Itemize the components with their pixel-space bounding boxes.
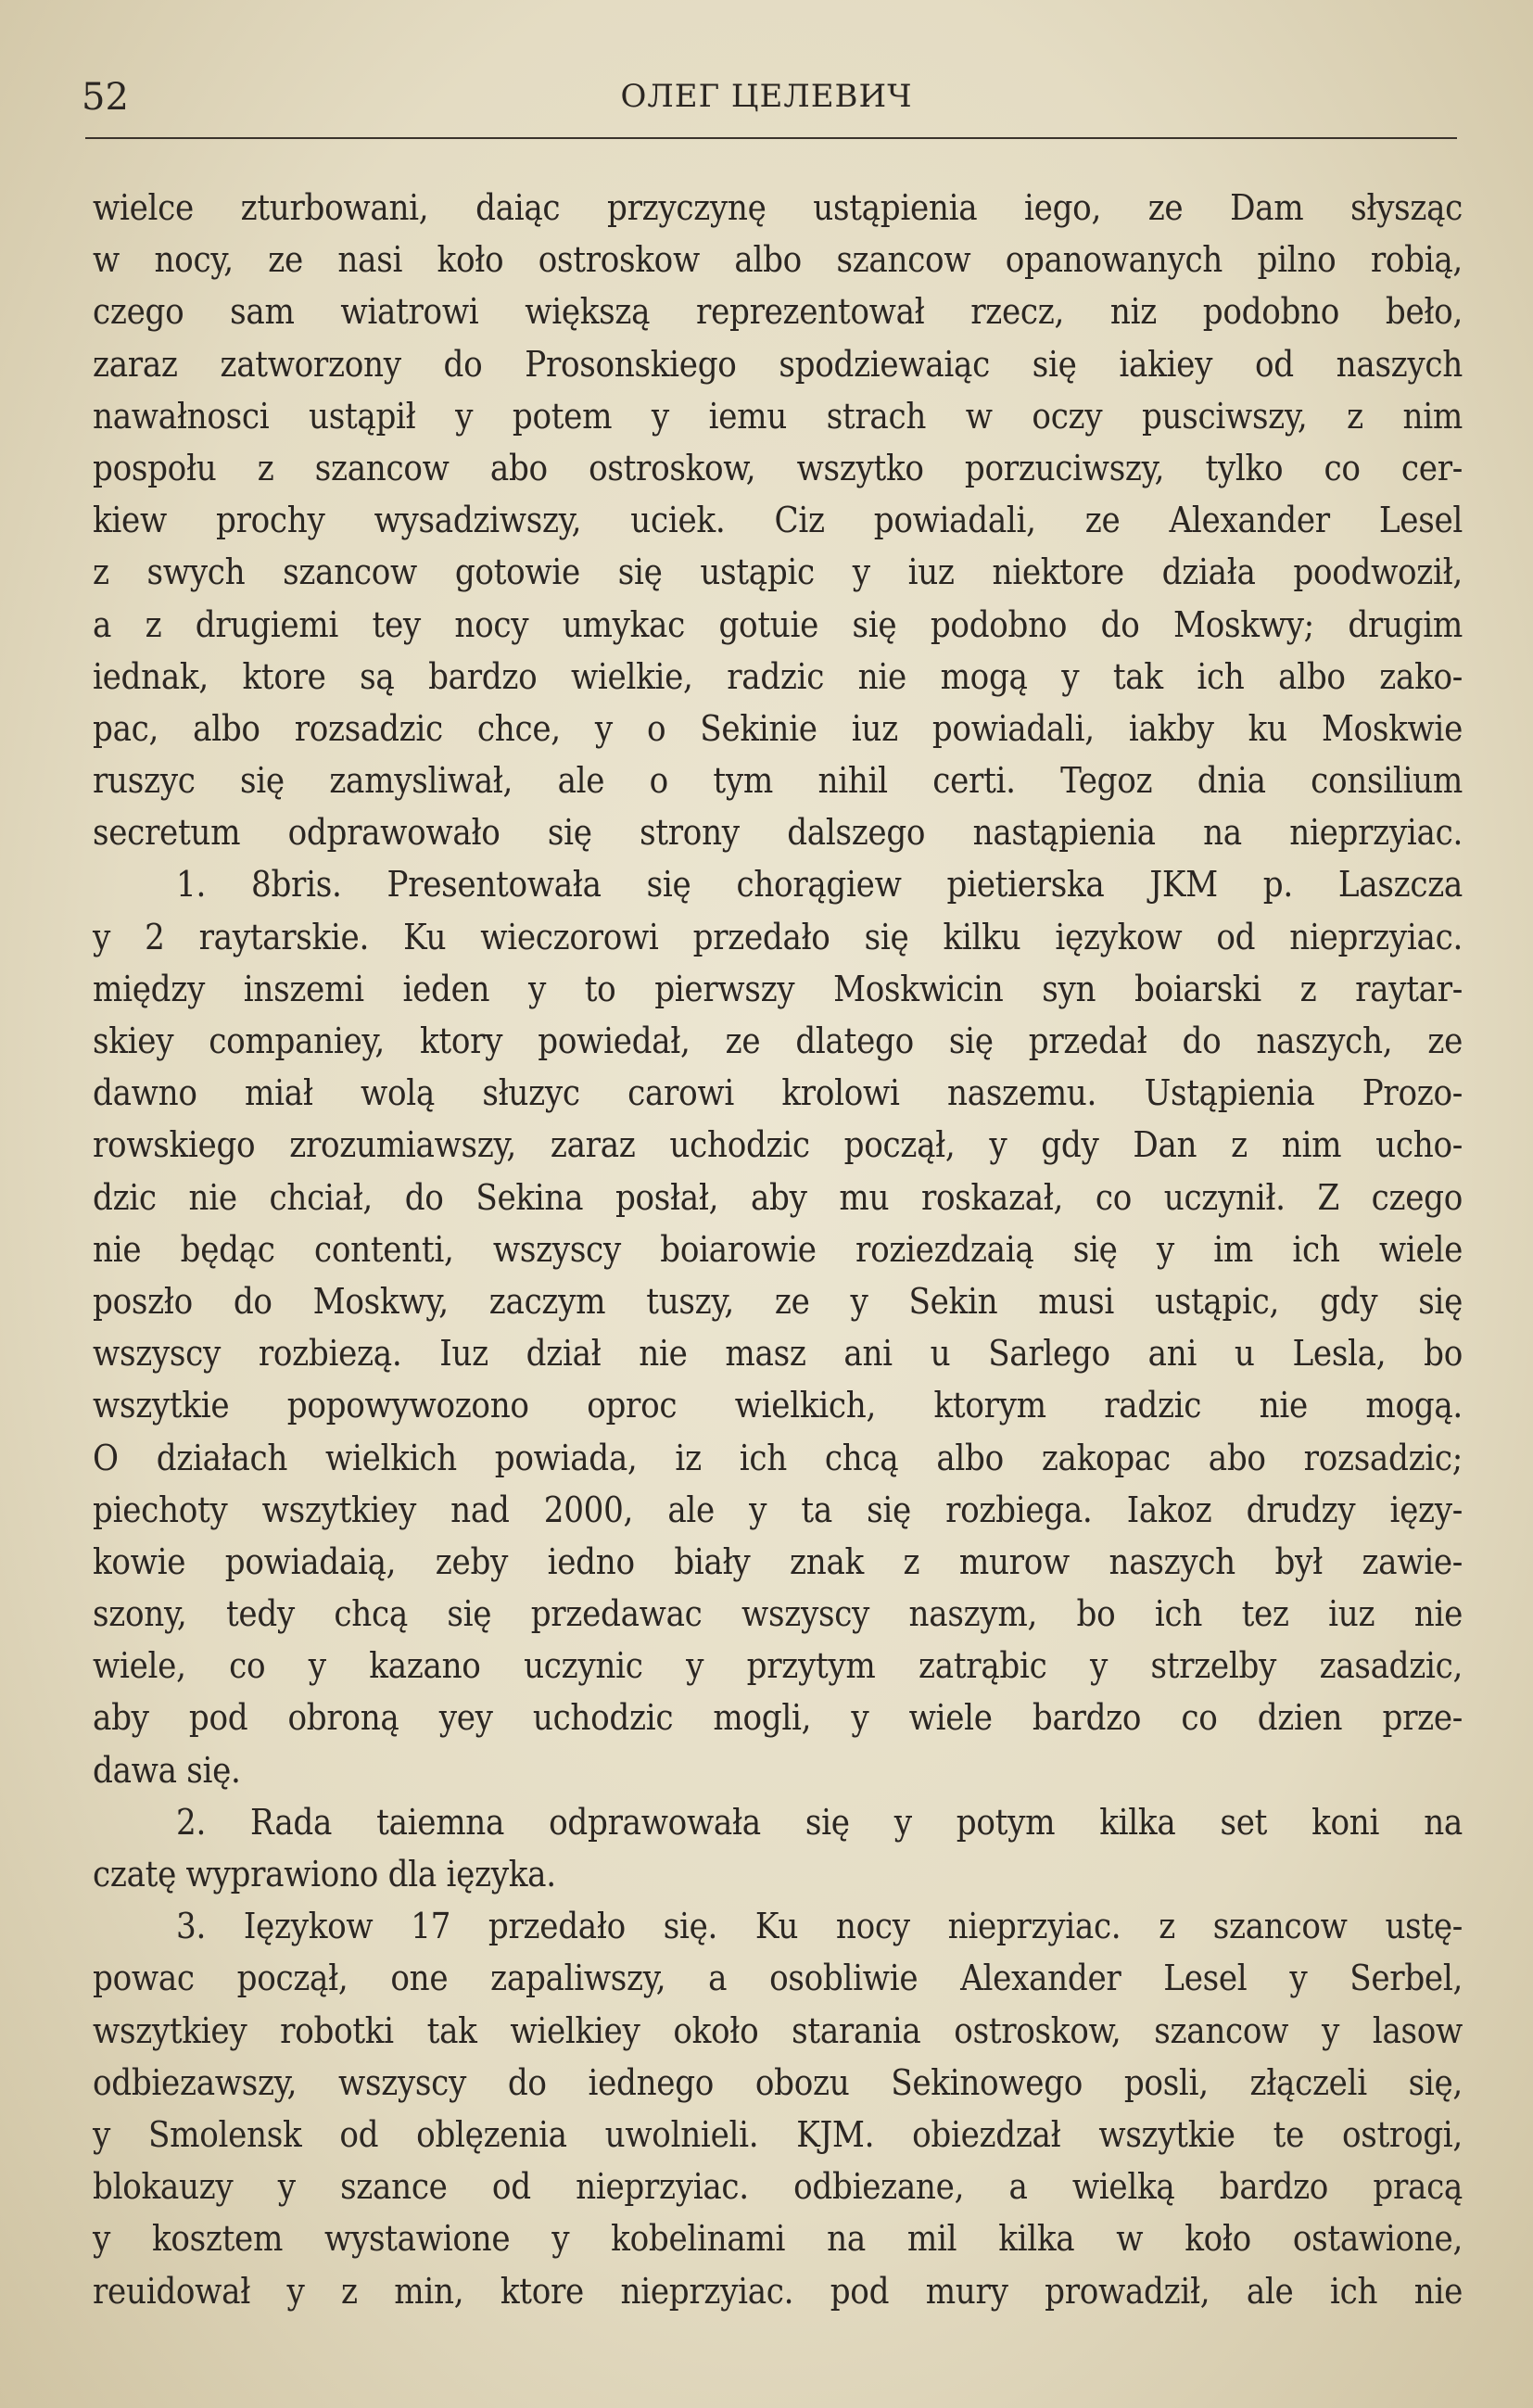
text-line: rowskiego zrozumiawszy, zaraz uchodzic począł, y gdy Dan z nim ucho- [93, 1124, 1463, 1166]
text-line: powac począł, one zapaliwszy, a osobliwie Alexander Lesel y Serbel, [93, 1958, 1463, 1999]
text-line: y 2 raytarskie. Ku wieczorowi przedało się kilku ięzykow od nieprzyiac. [93, 916, 1463, 957]
text-line: dawa się. [93, 1749, 241, 1791]
text-line: między inszemi ieden y to pierwszy Moskwicin syn boiarski z raytar- [93, 968, 1463, 1009]
body-text [93, 182, 1463, 2317]
text-line: szony, tedy chcą się przedawac wszyscy naszym, bo ich tez iuz nie [93, 1593, 1463, 1635]
text-line: dawno miał wolą słuzyc carowi krolowi naszemu. Ustąpienia Prozo- [93, 1072, 1463, 1114]
text-line: 3. Ięzykow 17 przedało się. Ku nocy nieprzyiac. z szancow ustę- [176, 1906, 1463, 1947]
text-line: wszytkiey robotki tak wielkiey około starania ostroskow, szancow y lasow [93, 2009, 1463, 2051]
text-line: O działach wielkich powiada, iz ich chcą albo zakopac abo rozsadzic; [93, 1437, 1463, 1478]
text-line: poszło do Moskwy, zaczym tuszy, ze y Sekin musi ustąpic, gdy się [93, 1280, 1463, 1322]
text-line: w nocy, ze nasi koło ostroskow albo szancow opanowanych pilno robią, [93, 239, 1463, 281]
text-line: reuidował y z min, ktore nieprzyiac. pod mury prowadził, ale ich nie [93, 2270, 1463, 2312]
page-number: 52 [82, 76, 129, 119]
text-line: pospołu z szancow abo ostroskow, wszytko porzuciwszy, tylko co cer- [93, 447, 1463, 488]
text-line: odbiezawszy, wszyscy do iednego obozu Sekinowego posli, złączeli się, [93, 2061, 1463, 2103]
text-line: kowie powiadaią, zeby iedno biały znak z murow naszych był zawie- [93, 1540, 1463, 1582]
text-line: a z drugiemi tey nocy umykac gotuie się podobno do Moskwy; drugim [93, 603, 1463, 645]
text-line: ruszyc się zamysliwał, ale o tym nihil certi. Tegoz dnia consilium [93, 760, 1463, 802]
text-line: wszytkie popowywozono oproc wielkich, ktorym radzic nie mogą. [93, 1385, 1463, 1426]
running-title: ОЛЕГ ЦЕЛЕВИЧ [620, 78, 913, 115]
text-line: iednak, ktore są bardzo wielkie, radzic nie mogą y tak ich albo zako- [93, 655, 1463, 697]
text-line: wiele, co y kazano uczynic y przytym zatrąbic y strzelby zasadzic, [93, 1645, 1463, 1687]
text-line: kiew prochy wysadziwszy, uciek. Ciz powiadali, ze Alexander Lesel [93, 500, 1463, 541]
text-line: y Smolensk od oblęzenia uwolnieli. KJM. obiezdzał wszytkie te ostrogi, [93, 2113, 1463, 2155]
text-line: pac, albo rozsadzic chce, y o Sekinie iuz powiadali, iakby ku Moskwie [93, 707, 1463, 749]
text-line: skiey companiey, ktory powiedał, ze dlatego się przedał do naszych, ze [93, 1020, 1463, 1061]
text-line: wszyscy rozbiezą. Iuz dział nie masz ani u Sarlego ani u Lesla, bo [93, 1333, 1463, 1375]
text-line: 1. 8bris. Presentowała się chorągiew pietierska JKM p. Laszcza [176, 864, 1463, 906]
text-line: z swych szancow gotowie się ustąpic y iuz niektore działa poodwoził, [93, 551, 1463, 593]
text-line: czego sam wiatrowi większą reprezentował rzecz, niz podobno beło, [93, 291, 1463, 333]
text-line: secretum odprawowało się strony dalszego nastąpienia na nieprzyiac. [93, 812, 1463, 854]
text-line: blokauzy y szance od nieprzyiac. odbiezane, a wielką bardzo pracą [93, 2166, 1463, 2208]
text-line: nawałnosci ustąpił y potem y iemu strach w oczy pusciwszy, z nim [93, 395, 1463, 437]
text-line: aby pod obroną yey uchodzic mogli, y wiele bardzo co dzien prze- [93, 1697, 1463, 1739]
text-line: dzic nie chciał, do Sekina posłał, aby mu roskazał, co uczynił. Z czego [93, 1176, 1463, 1218]
text-line: y kosztem wystawione y kobelinami na mil kilka w koło ostawione, [93, 2218, 1463, 2260]
text-line: zaraz zatworzony do Prosonskiego spodziewaiąc się iakiey od naszych [93, 343, 1463, 385]
text-line: piechoty wszytkiey nad 2000, ale y ta się rozbiega. Iakoz drudzy ięzy- [93, 1489, 1463, 1530]
header-rule [85, 137, 1457, 139]
text-line: czatę wyprawiono dla ięzyka. [93, 1854, 556, 1895]
text-line: 2. Rada taiemna odprawowała się y potym kilka set koni na [176, 1801, 1463, 1843]
text-line: wielce zturbowani, daiąc przyczynę ustąpienia iego, ze Dam słysząc [93, 187, 1463, 228]
text-line: nie będąc contenti, wszyscy boiarowie roziezdzaią się y im ich wiele [93, 1228, 1463, 1270]
